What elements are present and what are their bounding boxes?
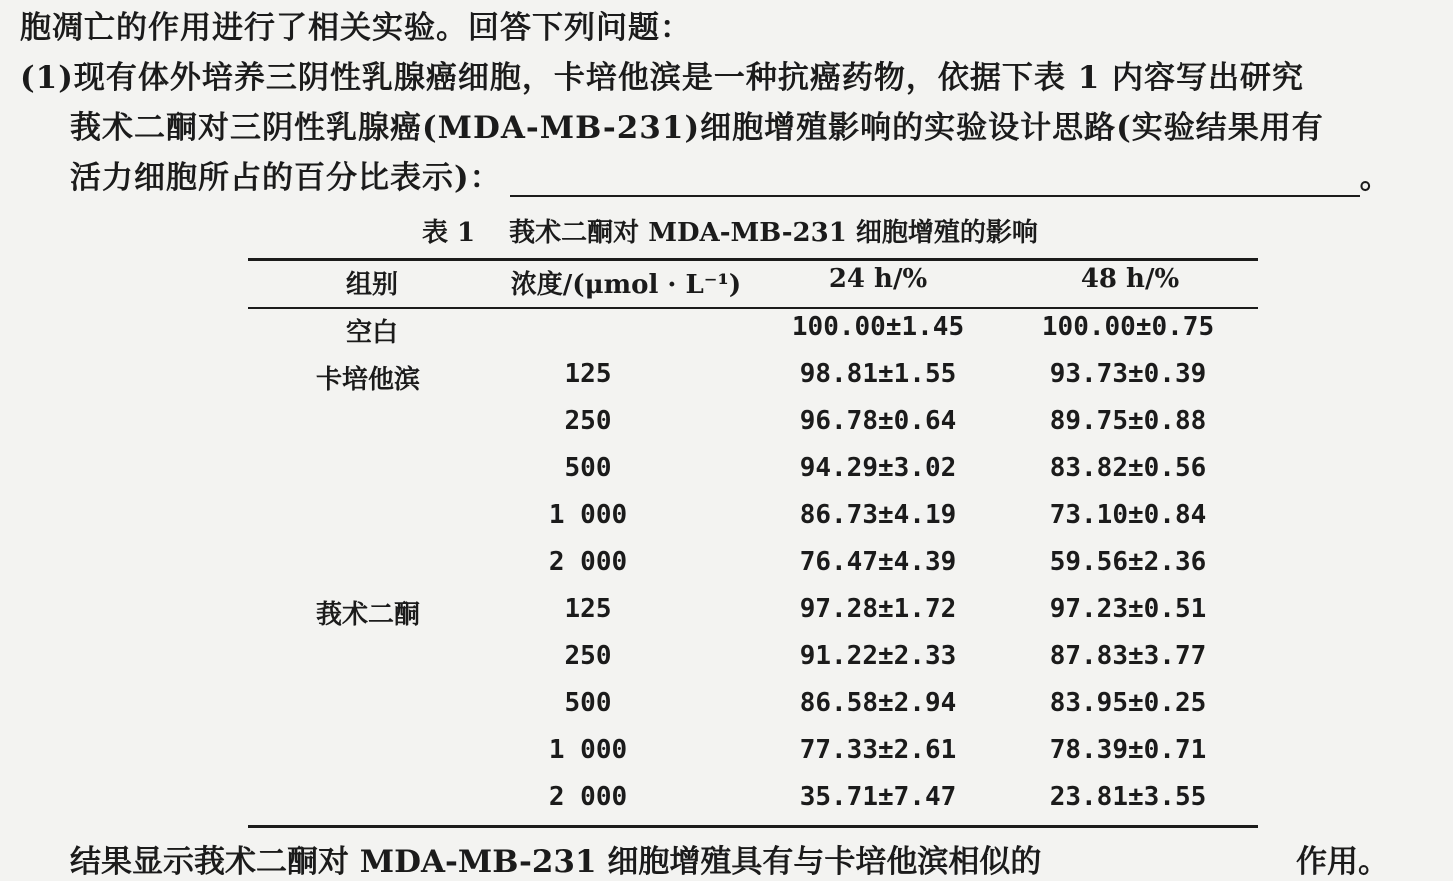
table-cell-24h: 100.00±1.45 [791,312,965,342]
table-top-rule [248,258,1258,261]
table-cell-48h: 97.23±0.51 [1049,594,1207,624]
table-cell-24h: 76.47±4.39 [799,547,957,577]
table-cell-48h: 73.10±0.84 [1049,500,1207,530]
conclusion-tail: 作用。 [1296,844,1389,880]
table-cell-concentration: 1 000 [548,500,628,530]
table-header-24h: 24 h/% [828,264,928,294]
table-cell-concentration: 500 [564,688,612,718]
table-cell-concentration: 1 000 [548,735,628,765]
table-cell-48h: 83.82±0.56 [1049,453,1207,483]
question-1-line-1: (1)现有体外培养三阴性乳腺癌细胞，卡培他滨是一种抗癌药物，依据下表 1 内容写出研究 [20,60,1305,96]
question-1-line-3-end: 。 [1359,160,1392,196]
table-cell-24h: 86.73±4.19 [799,500,957,530]
table-cell-concentration: 125 [564,359,612,389]
table-cell-48h: 23.81±3.55 [1049,782,1207,812]
conclusion-text: 结果显示莪术二酮对 MDA-MB-231 细胞增殖具有与卡培他滨相似的 [70,844,1042,880]
table-cell-48h: 87.83±3.77 [1049,641,1207,671]
table-cell-concentration: 2 000 [548,547,628,577]
intro-line-1: 胞凋亡的作用进行了相关实验。回答下列问题： [20,10,692,46]
question-1-line-3 [70,152,1392,197]
table-cell-concentration: 250 [564,406,612,436]
table-cell-48h: 83.95±0.25 [1049,688,1207,718]
table-header-48h: 48 h/% [1080,264,1180,294]
table-cell-48h: 78.39±0.71 [1049,735,1207,765]
table-cell-24h: 35.71±7.47 [799,782,957,812]
table-caption [422,212,1038,249]
table-caption-text: 莪术二酮对 MDA-MB-231 细胞增殖的影响 [509,218,1038,248]
table-cell-48h: 93.73±0.39 [1049,359,1207,389]
table-header-concentration: 浓度/(μmol · L⁻¹) [510,270,742,300]
table-cell-concentration: 250 [564,641,612,671]
table-cell-24h: 91.22±2.33 [799,641,957,671]
table-cell-48h: 100.00±0.75 [1041,312,1215,342]
question-1-line-2: 莪术二酮对三阴性乳腺癌(MDA-MB-231)细胞增殖影响的实验设计思路(实验结果用有 [70,110,1324,146]
table-cell-group: 莪术二酮 [316,600,421,630]
table-cell-48h: 89.75±0.88 [1049,406,1207,436]
table-cell-concentration: 2 000 [548,782,628,812]
table-cell-48h: 59.56±2.36 [1049,547,1207,577]
table-cell-24h: 86.58±2.94 [799,688,957,718]
table-cell-24h: 96.78±0.64 [799,406,957,436]
table-header-rule [248,307,1258,309]
table-cell-group: 卡培他滨 [316,365,421,395]
table-bottom-rule [248,825,1258,828]
table-cell-24h: 97.28±1.72 [799,594,957,624]
table-cell-24h: 77.33±2.61 [799,735,957,765]
table-cell-24h: 94.29±3.02 [799,453,957,483]
table-cell-concentration: 500 [564,453,612,483]
table-cell-24h: 98.81±1.55 [799,359,957,389]
table-header-group: 组别 [346,270,399,300]
table-cell-concentration: 125 [564,594,612,624]
answer-blank [510,165,1360,197]
table-cell-group: 空白 [346,318,399,348]
table-caption-number: 表 1 [422,218,476,248]
question-1-line-3-text: 活力细胞所占的百分比表示)： [70,160,502,196]
